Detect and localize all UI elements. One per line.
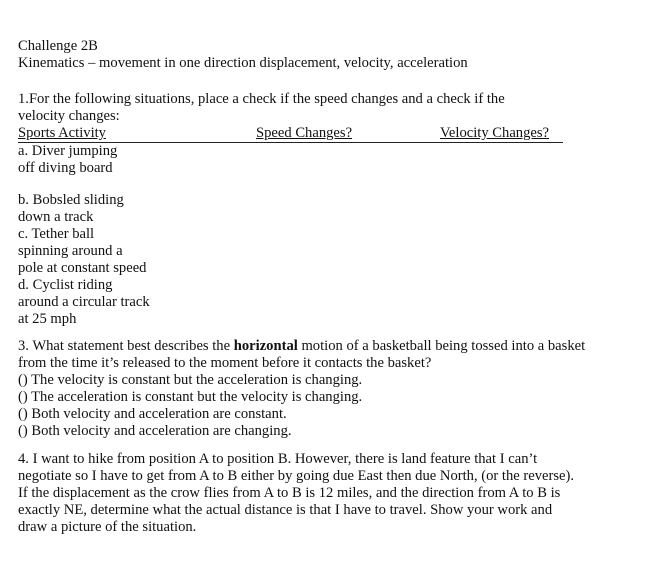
activity-line: d. Cyclist riding [18, 277, 113, 293]
q3-option-1[interactable]: () The velocity is constant but the acceleration is changing. [18, 372, 363, 388]
q3-prompt-line1 [18, 338, 648, 355]
activity-line: a. Diver jumping [18, 143, 118, 159]
header-speed-changes: Speed Changes? [256, 125, 353, 141]
header-velocity-changes: Velocity Changes? [440, 125, 550, 141]
activity-b [18, 192, 648, 226]
q1-prompt-line2: velocity changes: [18, 108, 120, 124]
worksheet-title: Challenge 2B [18, 38, 98, 54]
activity-line: b. Bobsled sliding [18, 192, 124, 208]
activity-c [18, 226, 648, 277]
q4-line: draw a picture of the situation. [18, 519, 197, 535]
q1-prompt-line1: 1.For the following situations, place a check if the speed changes and a check if the [18, 91, 505, 107]
activity-table-header [18, 125, 563, 143]
q3-text: motion of a basketball being tossed into a basket [297, 338, 586, 354]
worksheet-subtitle: Kinematics – movement in one direction displacement, velocity, acceleration [18, 55, 468, 71]
worksheet [18, 38, 648, 536]
activity-line: at 25 mph [18, 311, 77, 327]
q4-line: negotiate so I have to get from A to B either by going due East then due North, (or the reverse). [18, 468, 575, 484]
activity-line: off diving board [18, 160, 113, 176]
q3-option-4[interactable]: () Both velocity and acceleration are changing. [18, 423, 292, 439]
activity-line: around a circular track [18, 294, 150, 310]
q4-line: 4. I want to hike from position A to position B. However, there is land feature that I can’t [18, 451, 538, 467]
activity-line: c. Tether ball [18, 226, 95, 242]
activity-line: pole at constant speed [18, 260, 147, 276]
q3-text: 3. What statement best describes the [18, 338, 234, 354]
activity-line: spinning around a [18, 243, 123, 259]
activity-line: down a track [18, 209, 94, 225]
q4-line: exactly NE, determine what the actual distance is that I have to travel. Show your work and [18, 502, 553, 518]
q3-option-3[interactable]: () Both velocity and acceleration are constant. [18, 406, 287, 422]
q3-bold-word: horizontal [233, 338, 298, 354]
activity-d [18, 277, 648, 328]
header-sports-activity: Sports Activity [18, 125, 106, 141]
q4-line: If the displacement as the crow flies from A to B is 12 miles, and the direction from A to B is [18, 485, 561, 501]
q3-prompt-line2: from the time it’s released to the moment before it contacts the basket? [18, 355, 432, 371]
q3-option-2[interactable]: () The acceleration is constant but the velocity is changing. [18, 389, 363, 405]
activity-a [18, 143, 648, 177]
